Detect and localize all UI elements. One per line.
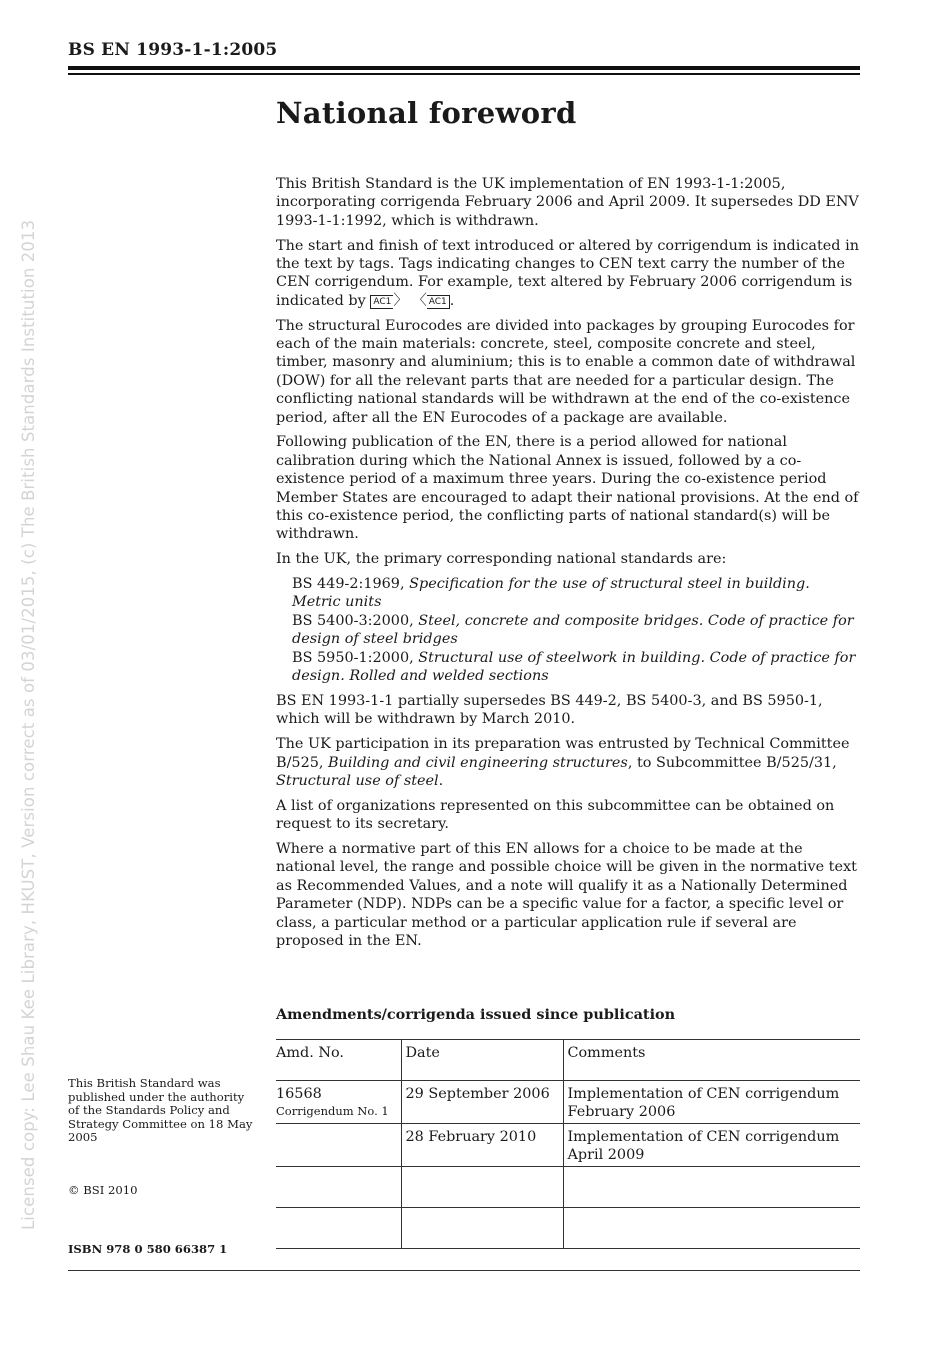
standard-title: Steel, concrete and composite bridges. Code of practice for design of steel bridges: [292, 612, 854, 648]
table-row: [276, 1081, 860, 1124]
committee-name: Building and civil engineering structures: [328, 754, 628, 771]
header-rule-thick: [68, 66, 860, 70]
foreword-body: [276, 175, 860, 957]
subcommittee-text: , to Subcommittee B/525/31,: [627, 754, 837, 771]
amd-cell: [276, 1167, 401, 1208]
standard-code: BS 5950-1:2000,: [292, 649, 414, 666]
amendments-table: [276, 1039, 860, 1249]
license-watermark: Licensed copy: Lee Shau Kee Library, HKUST, Version correct as of 03/01/2015, (c) The British Standards Institution 2013: [19, 219, 38, 1230]
page-title: National foreword: [276, 96, 577, 130]
subcommittee-name: Structural use of steel: [276, 772, 439, 789]
publication-note: This British Standard was published under the authority of the Standards Policy and Strategy Committee on 18 May 2005: [68, 1076, 253, 1145]
standard-bs449: [292, 575, 860, 612]
table-row: [276, 1124, 860, 1167]
committee-end: .: [438, 772, 444, 789]
standard-title: Specification for the use of structural steel in building. Metric units: [292, 576, 810, 611]
header-rule-thin: [68, 73, 860, 75]
amd-cell: [276, 1081, 401, 1124]
copyright-notice: © BSI 2010: [68, 1183, 138, 1197]
paragraph-implementation: This British Standard is the UK implementation of EN 1993-1-1:2005, incorporating corrigenda February 2006 and April 2009. It supersedes DD ENV 1993-1-1:1992, which is withdrawn.: [276, 176, 859, 229]
standard-code: BS 449-2:1969,: [292, 576, 405, 593]
amd-cell: [276, 1208, 401, 1249]
paragraph-supersedes: BS EN 1993-1-1 partially supersedes BS 449-2, BS 5400-3, and BS 5950-1, which will be withdrawn by March 2010.: [276, 692, 823, 728]
paragraph-packages: The structural Eurocodes are divided into packages by grouping Eurocodes for each of the main materials: concrete, steel, composite concrete and steel, timber, masonry and aluminium; this is to enable a common date of withdrawal (DOW) for all the relevant parts that are needed for a particular design. The conflicting national standards will be withdrawn at the end of the co-existence period, after all the EN Eurocodes of a package are available.: [276, 317, 856, 426]
standard-title: Structural use of steelwork in building. Code of practice for design. Rolled and welded sections: [292, 649, 856, 685]
paragraph-uk-standards: In the UK, the primary corresponding national standards are:: [276, 551, 727, 568]
comments-cell: [563, 1167, 860, 1208]
column-header-comments: Comments: [567, 1045, 646, 1061]
comments-cell: Implementation of CEN corrigendum February 2006: [567, 1086, 840, 1120]
table-row: [276, 1208, 860, 1249]
paragraph-tags: The start and finish of text introduced or altered by corrigendum is indicated in the text by tags. Tags indicating changes to CEN text carry the number of the CEN corrigendum. For example, text altered by February 2006 corrigendum is indicated by AC1 〉 〈 AC1 .: [276, 237, 859, 309]
corrigendum-tag-open: AC1: [370, 295, 393, 309]
column-header-date: Date: [401, 1040, 563, 1081]
amendments-header-row: [276, 1040, 860, 1081]
standard-code: BS 5400-3:2000,: [292, 612, 414, 629]
amendments-heading: Amendments/corrigenda issued since publication: [276, 1006, 676, 1023]
amd-cell: [276, 1124, 401, 1167]
table-row: [276, 1167, 860, 1208]
paragraph-ndp: Where a normative part of this EN allows for a choice to be made at the national level, the range and possible choice will be given in the normative text as Recommended Values, and a note will qualify it as a Nationally Determined Parameter (NDP). NDPs can be a specific value for a factor, a specific level or class, a particular method or a particular application rule if several are proposed in the EN.: [276, 840, 857, 949]
corrigendum-tag-close: AC1: [427, 295, 450, 309]
date-cell: [401, 1208, 563, 1249]
date-cell: 29 September 2006: [401, 1081, 563, 1124]
isbn: ISBN 978 0 580 66387 1: [68, 1242, 228, 1256]
committee-text: The UK participation in its preparation was entrusted by Technical Committee B/525,: [276, 736, 850, 771]
paragraph-organizations: A list of organizations represented on this subcommittee can be obtained on request to its secretary.: [276, 797, 835, 833]
footer-rule: [68, 1270, 860, 1271]
paragraph-tags-end: .: [449, 292, 455, 309]
standard-bs5400: [292, 612, 860, 649]
standard-bs5950: [292, 649, 860, 686]
comments-cell: [563, 1208, 860, 1249]
amd-number: 16568: [276, 1086, 322, 1102]
paragraph-calibration: Following publication of the EN, there is a period allowed for national calibration during which the National Annex is issued, followed by a co-existence period of a maximum three years. During the co-existence period Member States are encouraged to adapt their national provisions. At the end of this co-existence period, the conflicting parts of national standard(s) will be withdrawn.: [276, 434, 859, 543]
column-header-amd-no: Amd. No.: [276, 1040, 401, 1081]
paragraph-committee: [276, 735, 860, 790]
document-code: BS EN 1993-1-1:2005: [68, 40, 278, 60]
amd-subtitle: Corrigendum No. 1: [276, 1104, 389, 1118]
date-cell: [401, 1167, 563, 1208]
paragraph-tags-text: The start and finish of text introduced or altered by corrigendum is indicated in the text by tags. Tags indicating changes to CEN text carry the number of the CEN corrigendum. For example, text altered by February 2006 corrigendum is indicated by: [276, 237, 859, 309]
comments-cell: Implementation of CEN corrigendum April 2009: [567, 1129, 840, 1163]
date-cell: 28 February 2010: [401, 1124, 563, 1167]
